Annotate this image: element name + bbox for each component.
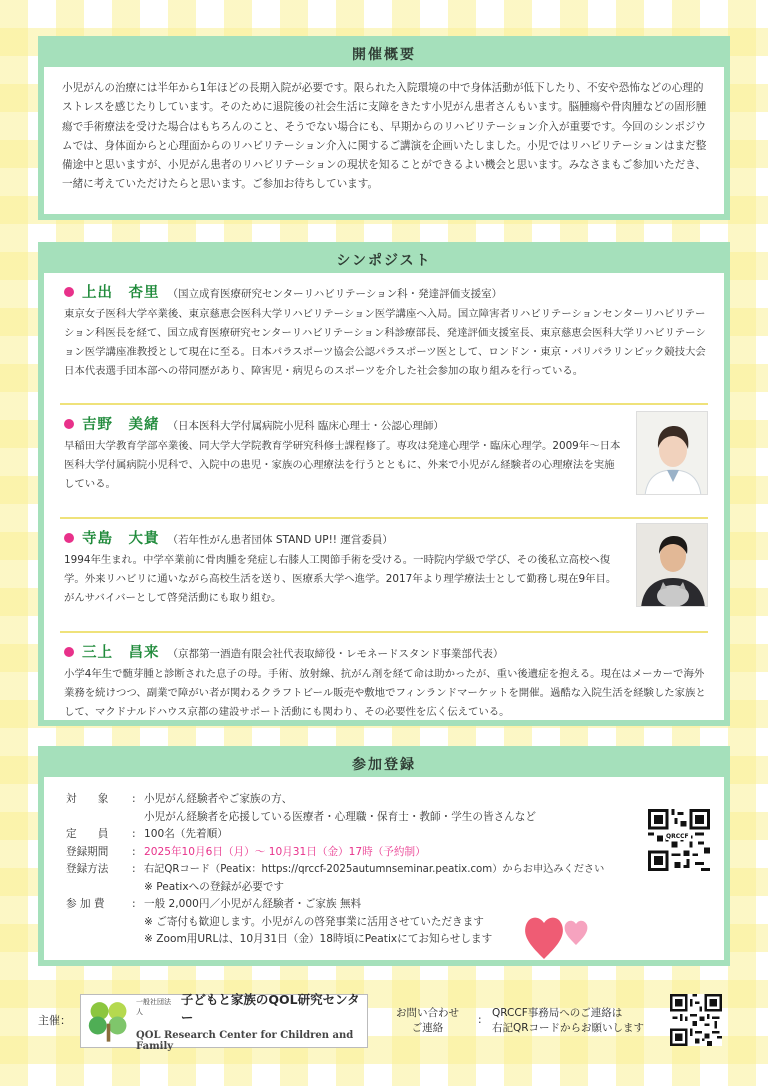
row-line: 小児がん経験者やご家族の方、 — [144, 793, 293, 805]
speaker-affiliation: （日本医科大学付属病院小児科 臨床心理士・公認心理師） — [167, 420, 444, 432]
row-line: 一般 2,000円／小児がん経験者・ご家族 無料 — [144, 898, 362, 910]
speaker-item — [44, 273, 724, 395]
symposists-panel — [38, 242, 730, 726]
row-line: ※ Peatixへの登録が必要です — [144, 880, 284, 893]
registration-panel — [38, 746, 730, 966]
row-line: 小児がん経験者を応援している医療者・心理職・保育士・教師・学生の皆さんなど — [144, 810, 536, 823]
row-value — [144, 791, 724, 826]
registration-row-capacity — [66, 826, 724, 844]
contact-qr-code[interactable] — [670, 994, 722, 1046]
bullet-dot-icon — [64, 287, 74, 297]
contact-label-line: ご連絡 — [411, 1022, 444, 1034]
row-value — [144, 826, 724, 844]
heart-icon — [522, 907, 592, 963]
hearts-decoration — [522, 907, 592, 966]
row-label: 登録方法 — [66, 863, 109, 875]
speaker-photo — [636, 411, 708, 495]
speaker-portrait-icon — [637, 412, 708, 495]
symposists-title: シンポジスト — [43, 247, 725, 273]
bullet-dot-icon — [64, 647, 74, 657]
bullet-dot-icon — [64, 533, 74, 543]
row-label: 参 加 費 — [66, 898, 105, 910]
qr-code-icon — [670, 994, 722, 1046]
overview-title: 開催概要 — [43, 41, 725, 67]
contact-label — [396, 1006, 459, 1036]
speaker-affiliation: （若年性がん患者団体 STAND UP!! 運営委員） — [167, 534, 393, 546]
row-value — [144, 844, 724, 862]
row-colon: : — [132, 828, 136, 840]
row-line: ※ ご寄付も歓迎します。小児がんの啓発事業に活用させていただきます — [144, 915, 484, 928]
registration-row-target — [66, 791, 724, 826]
qr-code-icon — [648, 809, 710, 871]
bullet-dot-icon — [64, 419, 74, 429]
registration-row-method — [66, 861, 724, 896]
row-label: 定 員 — [66, 828, 109, 840]
speaker-with-cat-icon — [637, 524, 708, 607]
peatix-link-text[interactable]: 右記QRコード（Peatix：https://qrccf-2025autumnseminar.peatix.com）からお申込みください — [144, 864, 605, 875]
registration-row-fee — [66, 896, 724, 949]
row-label: 対 象 — [66, 793, 109, 805]
speaker-bio: 1994年生まれ。中学卒業前に骨肉腫を発症し右膝人工関節手術を受ける。一時院内学級で学び、その後私立高校へ復学。外来リハビリに通いながら高校生活を送り、医療系大学へ進学。2017年より理学療法士として勤務し現在9年目。がんサバイバーとして啓発活動にも取り組む。 — [64, 554, 617, 604]
row-colon: : — [132, 793, 136, 805]
footer — [0, 994, 768, 1054]
speaker-affiliation: （国立成育医療研究センターリハビリテーション科・発達評価支援室） — [167, 288, 503, 300]
row-colon: : — [132, 898, 136, 910]
overview-text: 小児がんの治療には半年から1年ほどの長期入院が必要です。限られた入院環境の中で身体活動が低下したり、不安や恐怖などの心理的ストレスを感じたりしています。そのために退院後の社会生活に支障をきたす小児がん患者さんもいます。脳腫瘍や骨肉腫などの固形腫瘍で手術療法を受けた場合はもちろんのこと、そうでない場合にも、早期からのリハビリテーション介入が重要です。今回のシンポジウムでは、身体面からと心理面からのリハビリテーション介入に関するご講演を企画いたしました。小児ではリハビリテーションはまだ整備途中と思いますが、小児がん患者のリハビリテーションの現状を知ることができるよい機会と思います。みなさまもご参加いただき、一緒に考えていただけたらと思います。ご参加お待ちしています。 — [62, 82, 707, 191]
speaker-bio: 小学4年生で髄芽腫と診断された息子の母。手術、放射線、抗がん剤を経て命は助かったが、重い後遺症を抱える。現在はメーカーで海外業務を続けつつ、副業で障がい者が関わるクラフトビール販売や敷地でフィンランドマーケットを開催。過酷な入院生活を経験した家族として、マクドナルドハウス京都の建設サポート活動にも関わり、その必要性を広く伝えている。 — [64, 668, 706, 718]
row-line: 2025年10月6日（月）〜 10月31日（金）17時（予約制） — [144, 845, 426, 858]
speaker-item — [44, 633, 724, 727]
speaker-name: 上出 杏里 — [82, 285, 160, 301]
speaker-photo — [636, 523, 708, 607]
row-value — [144, 896, 724, 949]
organizer-logo-box — [80, 992, 368, 1052]
row-colon: : — [132, 845, 136, 858]
row-value — [144, 861, 724, 896]
sponsor-label: 主催： — [38, 1014, 71, 1027]
overview-panel — [38, 36, 730, 220]
speaker-affiliation: （京都第一酒造有限会社代表取締役・レモネードスタンド事業部代表） — [167, 648, 504, 660]
contact-colon: : — [478, 1014, 482, 1026]
contact-label-line: お問い合わせ — [396, 1007, 459, 1019]
registration-title: 参加登録 — [43, 751, 725, 777]
speaker-item — [44, 519, 724, 623]
org-name-en: QOL Research Center for Children and Family — [136, 1030, 354, 1052]
speaker-name: 寺島 大貴 — [82, 531, 160, 547]
contact-text-line: QRCCF事務局へのご連絡は — [492, 1007, 623, 1019]
row-colon: : — [132, 863, 136, 875]
registration-body — [44, 777, 724, 949]
speaker-bio: 早稲田大学教育学部卒業後、同大学大学院教育学研究科修士課程修了。専攻は発達心理学・臨床心理学。2009年〜日本医科大学付属病院小児科で、入院中の患児・家族の心理療法を行うとともに、外来で小児がん経験者の心理療法を実施している。 — [64, 440, 621, 490]
contact-text-line: 右記QRコードからお願いします — [492, 1022, 645, 1034]
qr-caption: QRCCF — [666, 833, 689, 840]
speaker-bio: 東京女子医科大学卒業後、東京慈恵会医科大学リハビリテーション医学講座へ入局。国立障害者リハビリテーションセンターリハビリテーション科医長を経て、国立成育医療研究センターリハビリテーション科診療部長、発達評価支援室長、東京慈恵会医科大学リハビリテーション医学講座准教授として現在に至る。日本パラスポーツ協会公認パラスポーツ医として、ロンドン・東京・パリパラリンピック競技大会日本代表選手団本部への帯同歴があり、障害児・病児らのスポーツを介した社会参加の取り組みを行っている。 — [64, 308, 706, 377]
speaker-item — [44, 405, 724, 509]
qrccf-tree-logo-icon — [87, 996, 130, 1046]
row-label: 登録期間 — [66, 845, 109, 858]
org-name: 子どもと家族のQOL研究センター — [180, 992, 360, 1025]
row-line: 100名（先着順） — [144, 828, 228, 840]
contact-text — [492, 1006, 644, 1036]
speaker-name: 三上 昌来 — [82, 645, 160, 661]
registration-row-period — [66, 844, 724, 862]
row-line: ※ Zoom用URLは、10月31日（金）18時頃にPeatixにてお知らせします — [144, 933, 493, 945]
org-type: 一般社団法人 — [136, 998, 172, 1016]
speaker-name: 吉野 美緒 — [82, 417, 160, 433]
registration-qr-code[interactable] — [648, 809, 710, 871]
